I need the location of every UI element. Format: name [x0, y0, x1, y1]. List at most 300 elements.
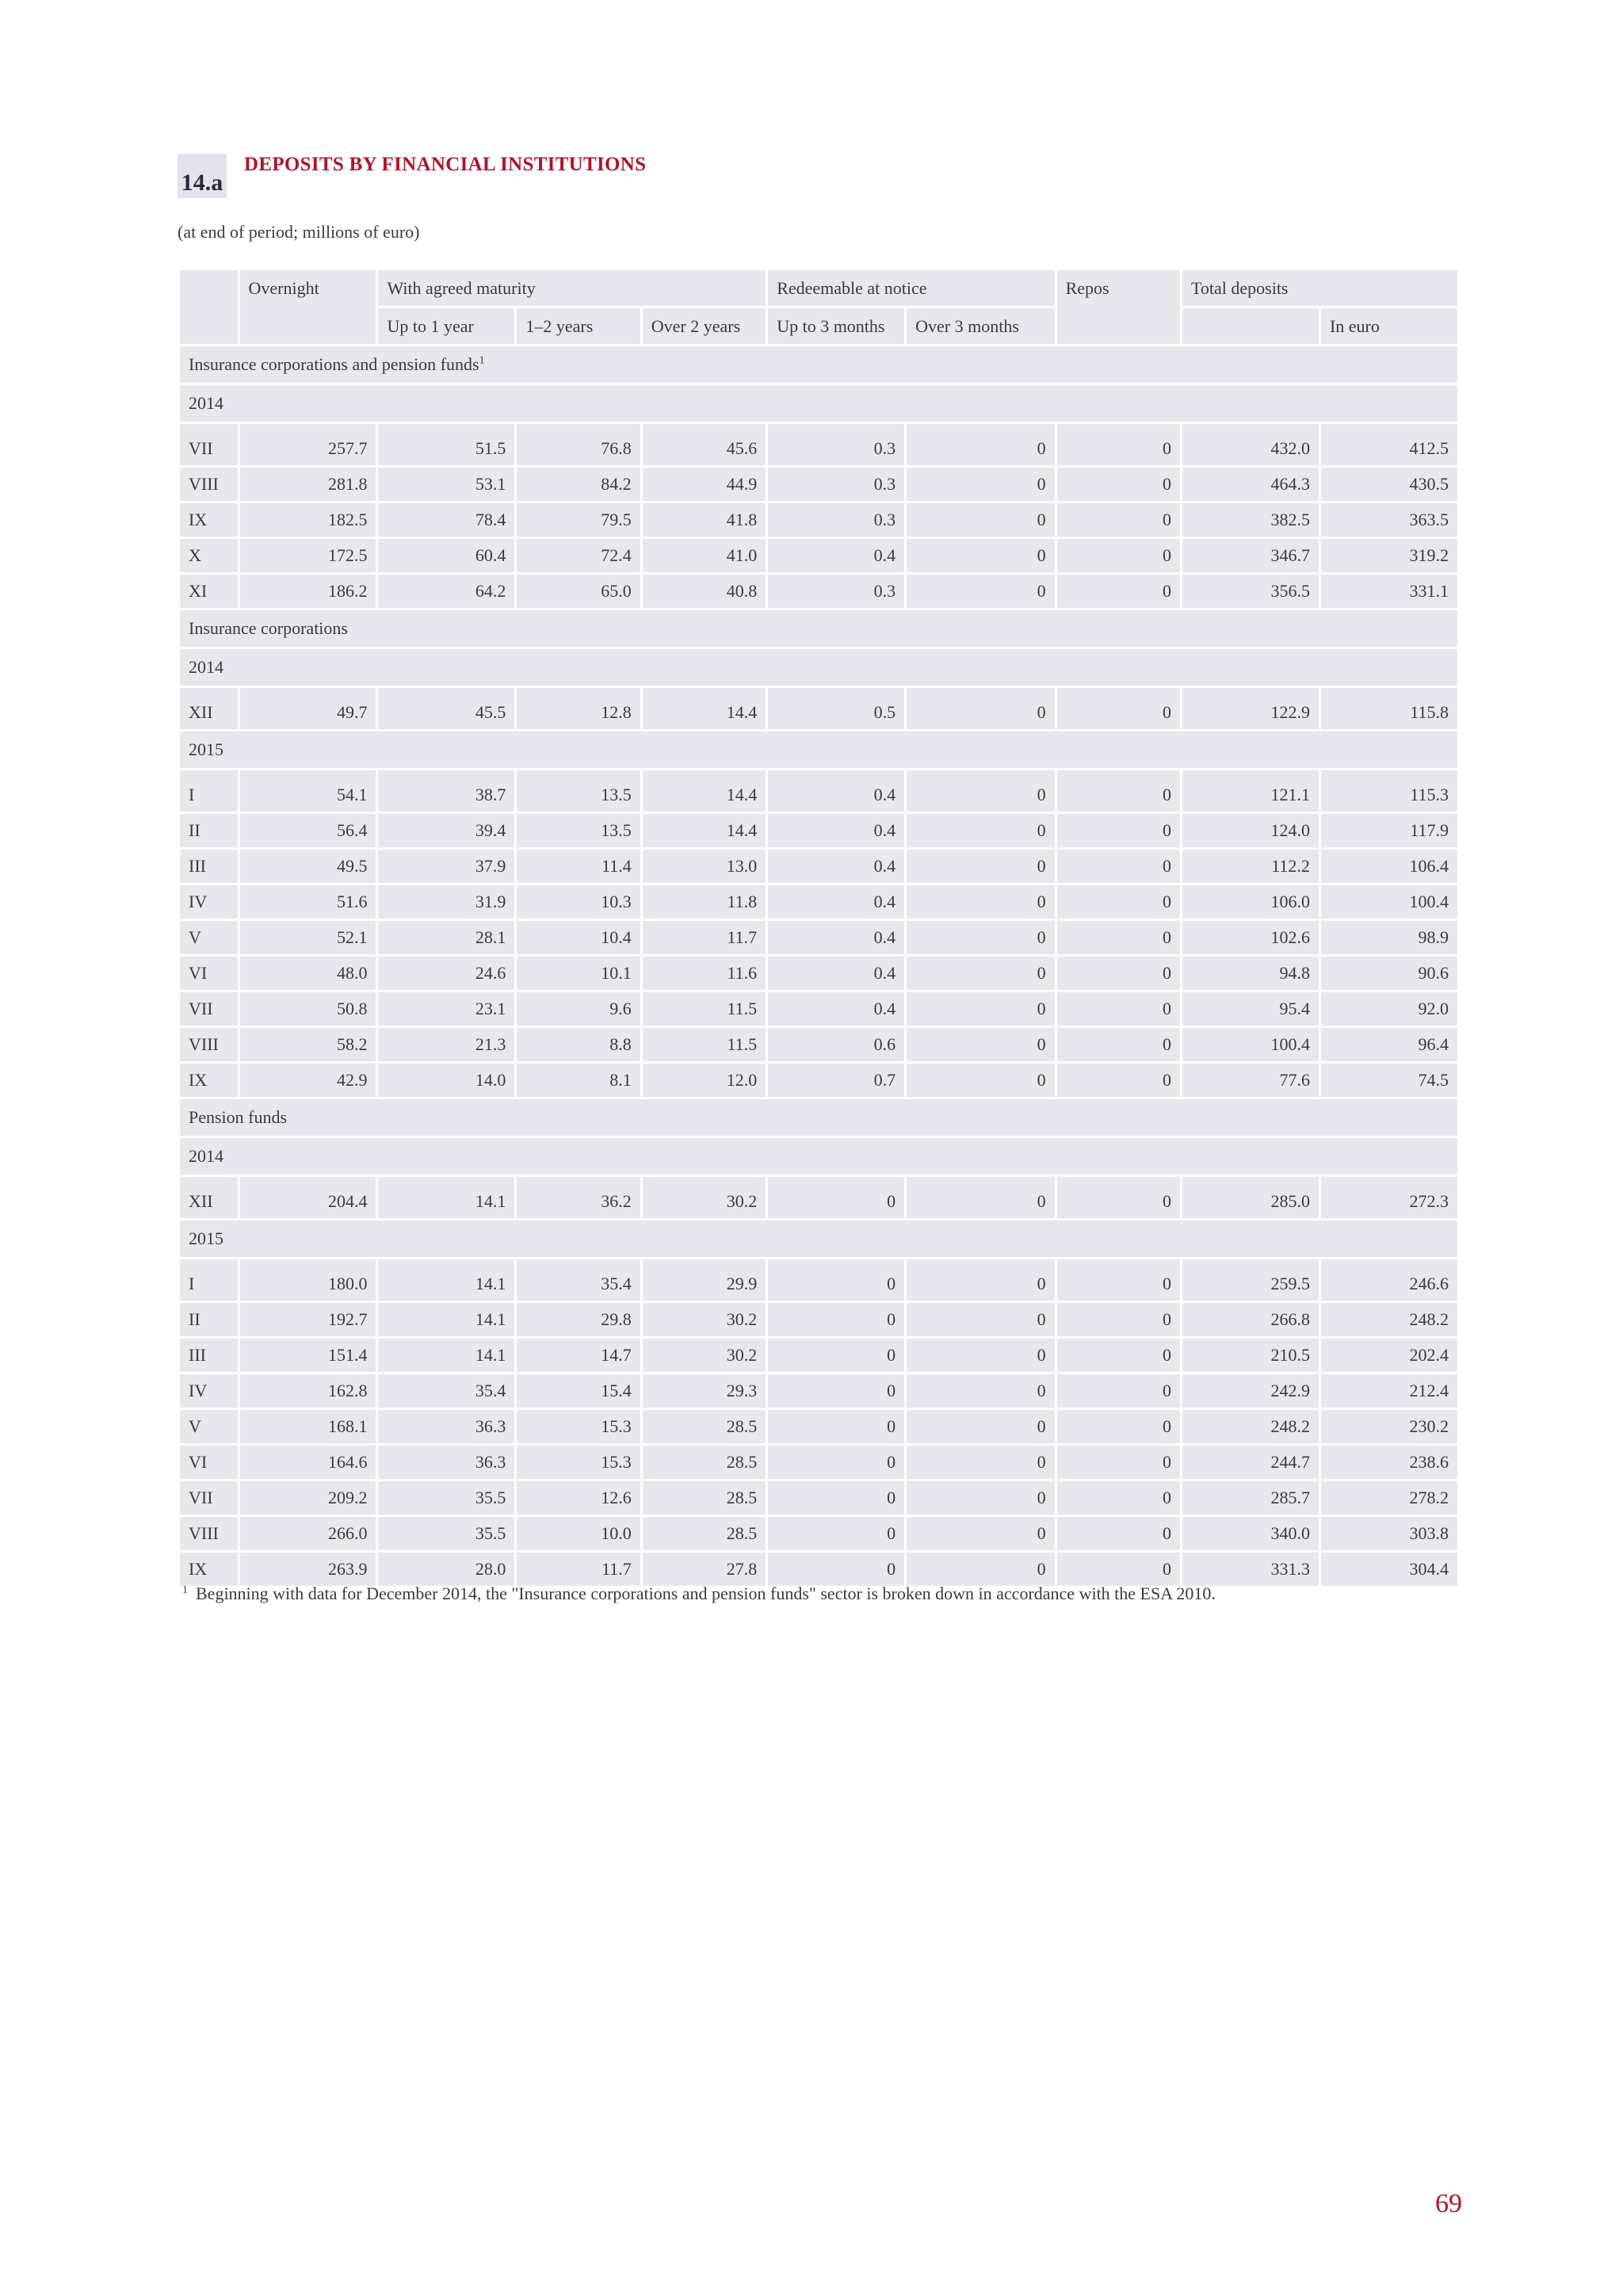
value-cell: 28.5: [643, 1481, 766, 1515]
header-in-euro: In euro: [1321, 308, 1457, 344]
header-agreed-maturity: With agreed maturity: [378, 270, 766, 306]
month-cell: III: [180, 1339, 238, 1372]
value-cell: 0: [907, 850, 1054, 883]
value-cell: 77.6: [1182, 1064, 1319, 1097]
table-row: [180, 688, 1457, 729]
value-cell: 94.8: [1182, 957, 1319, 990]
value-cell: 0.4: [768, 770, 904, 812]
value-cell: 0: [768, 1177, 904, 1218]
value-cell: 210.5: [1182, 1339, 1319, 1372]
value-cell: 0: [1057, 468, 1180, 501]
value-cell: 0: [768, 1517, 904, 1550]
value-cell: 56.4: [240, 814, 376, 847]
header-repos: Repos: [1057, 270, 1180, 344]
value-cell: 0.4: [768, 814, 904, 847]
value-cell: 0.4: [768, 921, 904, 954]
value-cell: 0: [1057, 1517, 1180, 1550]
year-label: 2014: [180, 385, 1457, 422]
value-cell: 14.7: [517, 1339, 640, 1372]
value-cell: 0: [1057, 1028, 1180, 1061]
value-cell: 0.5: [768, 688, 904, 729]
value-cell: 0: [907, 1064, 1054, 1097]
value-cell: 48.0: [240, 957, 376, 990]
value-cell: 356.5: [1182, 575, 1319, 608]
year-label: 2015: [180, 1221, 1457, 1257]
value-cell: 36.2: [517, 1177, 640, 1218]
value-cell: 90.6: [1321, 957, 1457, 990]
table-row: [180, 1517, 1457, 1550]
table-body: [180, 346, 1457, 1586]
month-cell: VIII: [180, 1028, 238, 1061]
value-cell: 14.0: [378, 1064, 514, 1097]
value-cell: 0: [768, 1374, 904, 1408]
value-cell: 0: [1057, 921, 1180, 954]
value-cell: 209.2: [240, 1481, 376, 1515]
month-cell: IX: [180, 1064, 238, 1097]
value-cell: 281.8: [240, 468, 376, 501]
value-cell: 263.9: [240, 1553, 376, 1586]
value-cell: 38.7: [378, 770, 514, 812]
value-cell: 0: [1057, 1374, 1180, 1408]
table-row: [180, 921, 1457, 954]
table-row: [180, 1303, 1457, 1336]
value-cell: 0: [1057, 850, 1180, 883]
value-cell: 0.4: [768, 992, 904, 1026]
value-cell: 122.9: [1182, 688, 1319, 729]
value-cell: 27.8: [643, 1553, 766, 1586]
value-cell: 0: [1057, 1446, 1180, 1479]
value-cell: 186.2: [240, 575, 376, 608]
value-cell: 30.2: [643, 1339, 766, 1372]
value-cell: 64.2: [378, 575, 514, 608]
year-row: [180, 385, 1457, 422]
value-cell: 0: [907, 1303, 1054, 1336]
value-cell: 0: [907, 539, 1054, 572]
table-subtitle: (at end of period; millions of euro): [178, 222, 420, 242]
year-row: [180, 1138, 1457, 1175]
table-row: [180, 575, 1457, 608]
value-cell: 60.4: [378, 539, 514, 572]
table-row: [180, 1410, 1457, 1443]
value-cell: 0: [1057, 885, 1180, 919]
header-over-2-years: Over 2 years: [643, 308, 766, 344]
month-cell: VI: [180, 1446, 238, 1479]
value-cell: 164.6: [240, 1446, 376, 1479]
header-row-1: [180, 270, 1457, 306]
value-cell: 28.5: [643, 1410, 766, 1443]
value-cell: 303.8: [1321, 1517, 1457, 1550]
value-cell: 168.1: [240, 1410, 376, 1443]
value-cell: 13.5: [517, 770, 640, 812]
header-total-deposits: Total deposits: [1182, 270, 1457, 306]
value-cell: 412.5: [1321, 424, 1457, 465]
value-cell: 11.5: [643, 1028, 766, 1061]
value-cell: 151.4: [240, 1339, 376, 1372]
value-cell: 0.4: [768, 957, 904, 990]
value-cell: 331.3: [1182, 1553, 1319, 1586]
section-label-text: Insurance corporations and pension funds: [189, 354, 479, 374]
value-cell: 96.4: [1321, 1028, 1457, 1061]
table-row: [180, 1446, 1457, 1479]
value-cell: 340.0: [1182, 1517, 1319, 1550]
value-cell: 14.1: [378, 1177, 514, 1218]
value-cell: 0: [1057, 1303, 1180, 1336]
value-cell: 35.5: [378, 1517, 514, 1550]
value-cell: 272.3: [1321, 1177, 1457, 1218]
value-cell: 285.7: [1182, 1481, 1319, 1515]
value-cell: 0: [1057, 688, 1180, 729]
value-cell: 72.4: [517, 539, 640, 572]
value-cell: 100.4: [1321, 885, 1457, 919]
table-row: [180, 1339, 1457, 1372]
month-cell: VIII: [180, 1517, 238, 1550]
value-cell: 41.0: [643, 539, 766, 572]
value-cell: 13.0: [643, 850, 766, 883]
value-cell: 0: [1057, 1177, 1180, 1218]
section-row: [180, 1099, 1457, 1136]
page-number: 69: [1435, 2189, 1462, 2218]
month-cell: VII: [180, 424, 238, 465]
value-cell: 45.6: [643, 424, 766, 465]
value-cell: 0: [768, 1303, 904, 1336]
value-cell: 11.8: [643, 885, 766, 919]
value-cell: 50.8: [240, 992, 376, 1026]
value-cell: 11.5: [643, 992, 766, 1026]
value-cell: 0: [907, 921, 1054, 954]
value-cell: 8.1: [517, 1064, 640, 1097]
month-cell: XII: [180, 1177, 238, 1218]
table-row: [180, 1177, 1457, 1218]
value-cell: 0: [1057, 1410, 1180, 1443]
month-cell: III: [180, 850, 238, 883]
value-cell: 14.1: [378, 1303, 514, 1336]
table-row: [180, 1259, 1457, 1301]
table-row: [180, 1064, 1457, 1097]
value-cell: 8.8: [517, 1028, 640, 1061]
value-cell: 51.6: [240, 885, 376, 919]
value-cell: 202.4: [1321, 1339, 1457, 1372]
table-row: [180, 468, 1457, 501]
value-cell: 52.1: [240, 921, 376, 954]
value-cell: 242.9: [1182, 1374, 1319, 1408]
value-cell: 278.2: [1321, 1481, 1457, 1515]
footnote-ref: 1: [479, 354, 485, 367]
table-row: [180, 503, 1457, 537]
value-cell: 0: [907, 575, 1054, 608]
value-cell: 78.4: [378, 503, 514, 537]
value-cell: 0: [907, 1028, 1054, 1061]
section-title: DEPOSITS BY FINANCIAL INSTITUTIONS: [244, 154, 647, 175]
value-cell: 331.1: [1321, 575, 1457, 608]
value-cell: 15.4: [517, 1374, 640, 1408]
section-label: [180, 610, 1457, 647]
value-cell: 11.6: [643, 957, 766, 990]
table-row: [180, 1374, 1457, 1408]
header-up-to-1-year: Up to 1 year: [378, 308, 514, 344]
value-cell: 172.5: [240, 539, 376, 572]
value-cell: 0: [907, 1446, 1054, 1479]
header-redeemable: Redeemable at notice: [768, 270, 1054, 306]
value-cell: 0: [907, 424, 1054, 465]
value-cell: 58.2: [240, 1028, 376, 1061]
section-number: 14.a: [178, 154, 227, 198]
value-cell: 28.0: [378, 1553, 514, 1586]
table-row: [180, 770, 1457, 812]
value-cell: 53.1: [378, 468, 514, 501]
value-cell: 0.3: [768, 424, 904, 465]
table-row: [180, 850, 1457, 883]
value-cell: 0: [1057, 957, 1180, 990]
table-row: [180, 814, 1457, 847]
value-cell: 0.3: [768, 468, 904, 501]
value-cell: 266.0: [240, 1517, 376, 1550]
value-cell: 0: [768, 1446, 904, 1479]
value-cell: 9.6: [517, 992, 640, 1026]
value-cell: 0.7: [768, 1064, 904, 1097]
value-cell: 12.0: [643, 1064, 766, 1097]
section-label-text: Pension funds: [189, 1107, 288, 1127]
value-cell: 0.6: [768, 1028, 904, 1061]
year-label: 2014: [180, 1138, 1457, 1175]
value-cell: 246.6: [1321, 1259, 1457, 1301]
value-cell: 124.0: [1182, 814, 1319, 847]
value-cell: 29.9: [643, 1259, 766, 1301]
value-cell: 266.8: [1182, 1303, 1319, 1336]
value-cell: 45.5: [378, 688, 514, 729]
value-cell: 28.5: [643, 1446, 766, 1479]
value-cell: 285.0: [1182, 1177, 1319, 1218]
value-cell: 14.1: [378, 1259, 514, 1301]
value-cell: 79.5: [517, 503, 640, 537]
month-cell: VII: [180, 1481, 238, 1515]
month-cell: X: [180, 539, 238, 572]
value-cell: 102.6: [1182, 921, 1319, 954]
value-cell: 0: [768, 1410, 904, 1443]
value-cell: 0: [1057, 424, 1180, 465]
value-cell: 100.4: [1182, 1028, 1319, 1061]
value-cell: 432.0: [1182, 424, 1319, 465]
value-cell: 14.1: [378, 1339, 514, 1372]
year-label: 2015: [180, 732, 1457, 768]
value-cell: 244.7: [1182, 1446, 1319, 1479]
value-cell: 0.4: [768, 885, 904, 919]
value-cell: 346.7: [1182, 539, 1319, 572]
value-cell: 106.4: [1321, 850, 1457, 883]
value-cell: 0: [907, 814, 1054, 847]
value-cell: 0: [1057, 539, 1180, 572]
value-cell: 84.2: [517, 468, 640, 501]
value-cell: 30.2: [643, 1303, 766, 1336]
header-over-3-months: Over 3 months: [907, 308, 1054, 344]
year-label: 2014: [180, 649, 1457, 686]
value-cell: 21.3: [378, 1028, 514, 1061]
value-cell: 0: [907, 1553, 1054, 1586]
value-cell: 28.5: [643, 1517, 766, 1550]
value-cell: 40.8: [643, 575, 766, 608]
value-cell: 257.7: [240, 424, 376, 465]
month-cell: II: [180, 814, 238, 847]
value-cell: 0: [907, 1410, 1054, 1443]
value-cell: 0.4: [768, 539, 904, 572]
value-cell: 29.8: [517, 1303, 640, 1336]
value-cell: 382.5: [1182, 503, 1319, 537]
value-cell: 212.4: [1321, 1374, 1457, 1408]
header-1-2-years: 1–2 years: [517, 308, 640, 344]
value-cell: 65.0: [517, 575, 640, 608]
value-cell: 0: [1057, 1553, 1180, 1586]
value-cell: 0: [768, 1339, 904, 1372]
value-cell: 0: [1057, 1481, 1180, 1515]
value-cell: 0.3: [768, 503, 904, 537]
table-row: [180, 539, 1457, 572]
deposits-table: [178, 268, 1460, 1588]
value-cell: 0: [1057, 992, 1180, 1026]
value-cell: 0: [1057, 814, 1180, 847]
value-cell: 35.5: [378, 1481, 514, 1515]
value-cell: 13.5: [517, 814, 640, 847]
value-cell: 74.5: [1321, 1064, 1457, 1097]
value-cell: 12.8: [517, 688, 640, 729]
value-cell: 37.9: [378, 850, 514, 883]
value-cell: 0: [1057, 770, 1180, 812]
month-cell: V: [180, 921, 238, 954]
value-cell: 24.6: [378, 957, 514, 990]
value-cell: 92.0: [1321, 992, 1457, 1026]
year-row: [180, 649, 1457, 686]
value-cell: 98.9: [1321, 921, 1457, 954]
value-cell: 248.2: [1182, 1410, 1319, 1443]
table-row: [180, 957, 1457, 990]
value-cell: 76.8: [517, 424, 640, 465]
value-cell: 162.8: [240, 1374, 376, 1408]
value-cell: 0: [768, 1553, 904, 1586]
value-cell: 15.3: [517, 1446, 640, 1479]
month-cell: IV: [180, 885, 238, 919]
value-cell: 28.1: [378, 921, 514, 954]
value-cell: 115.3: [1321, 770, 1457, 812]
value-cell: 464.3: [1182, 468, 1319, 501]
value-cell: 10.1: [517, 957, 640, 990]
value-cell: 10.3: [517, 885, 640, 919]
value-cell: 11.7: [643, 921, 766, 954]
month-cell: VIII: [180, 468, 238, 501]
value-cell: 0: [907, 992, 1054, 1026]
value-cell: 42.9: [240, 1064, 376, 1097]
month-cell: XII: [180, 688, 238, 729]
value-cell: 430.5: [1321, 468, 1457, 501]
value-cell: 0: [768, 1259, 904, 1301]
value-cell: 14.4: [643, 770, 766, 812]
value-cell: 182.5: [240, 503, 376, 537]
table-row: [180, 1028, 1457, 1061]
value-cell: 0: [907, 1481, 1054, 1515]
value-cell: 54.1: [240, 770, 376, 812]
value-cell: 248.2: [1321, 1303, 1457, 1336]
value-cell: 0: [907, 1177, 1054, 1218]
value-cell: 36.3: [378, 1446, 514, 1479]
section-label: [180, 1099, 1457, 1136]
value-cell: 0: [907, 503, 1054, 537]
header-overnight: Overnight: [240, 270, 376, 344]
header-up-to-3-months: Up to 3 months: [768, 308, 904, 344]
value-cell: 0: [907, 1259, 1054, 1301]
value-cell: 192.7: [240, 1303, 376, 1336]
section-label-text: Insurance corporations: [189, 618, 348, 638]
month-cell: VI: [180, 957, 238, 990]
value-cell: 0: [907, 688, 1054, 729]
value-cell: 0: [907, 1339, 1054, 1372]
month-cell: I: [180, 1259, 238, 1301]
table-row: [180, 992, 1457, 1026]
value-cell: 0.3: [768, 575, 904, 608]
value-cell: 14.4: [643, 814, 766, 847]
value-cell: 49.7: [240, 688, 376, 729]
value-cell: 238.6: [1321, 1446, 1457, 1479]
value-cell: 319.2: [1321, 539, 1457, 572]
footnote: [182, 1584, 1216, 1604]
value-cell: 204.4: [240, 1177, 376, 1218]
value-cell: 39.4: [378, 814, 514, 847]
month-cell: XI: [180, 575, 238, 608]
value-cell: 41.8: [643, 503, 766, 537]
month-cell: IX: [180, 1553, 238, 1586]
value-cell: 0: [907, 770, 1054, 812]
value-cell: 35.4: [517, 1259, 640, 1301]
value-cell: 30.2: [643, 1177, 766, 1218]
value-cell: 0: [907, 468, 1054, 501]
value-cell: 304.4: [1321, 1553, 1457, 1586]
value-cell: 23.1: [378, 992, 514, 1026]
month-cell: VII: [180, 992, 238, 1026]
value-cell: 0: [1057, 503, 1180, 537]
value-cell: 95.4: [1182, 992, 1319, 1026]
header-total-blank: [1182, 308, 1319, 344]
value-cell: 259.5: [1182, 1259, 1319, 1301]
section-row: [180, 346, 1457, 383]
value-cell: 14.4: [643, 688, 766, 729]
value-cell: 51.5: [378, 424, 514, 465]
value-cell: 44.9: [643, 468, 766, 501]
value-cell: 12.6: [517, 1481, 640, 1515]
value-cell: 0: [1057, 575, 1180, 608]
value-cell: 0: [907, 1517, 1054, 1550]
value-cell: 0: [907, 1374, 1054, 1408]
value-cell: 36.3: [378, 1410, 514, 1443]
month-cell: IX: [180, 503, 238, 537]
value-cell: 180.0: [240, 1259, 376, 1301]
table-row: [180, 885, 1457, 919]
table-row: [180, 424, 1457, 465]
month-cell: I: [180, 770, 238, 812]
value-cell: 49.5: [240, 850, 376, 883]
value-cell: 115.8: [1321, 688, 1457, 729]
value-cell: 0: [1057, 1064, 1180, 1097]
value-cell: 363.5: [1321, 503, 1457, 537]
value-cell: 106.0: [1182, 885, 1319, 919]
footnote-mark: 1: [182, 1584, 188, 1596]
table-row: [180, 1481, 1457, 1515]
value-cell: 0.4: [768, 850, 904, 883]
header-period: [180, 270, 238, 344]
footnote-text: Beginning with data for December 2014, the "Insurance corporations and pension funds" sector is broken down in accordance with the ESA 2010.: [196, 1584, 1216, 1603]
value-cell: 29.3: [643, 1374, 766, 1408]
value-cell: 35.4: [378, 1374, 514, 1408]
value-cell: 11.4: [517, 850, 640, 883]
section-label: [180, 346, 1457, 383]
value-cell: 0: [907, 885, 1054, 919]
month-cell: IV: [180, 1374, 238, 1408]
year-row: [180, 1221, 1457, 1257]
